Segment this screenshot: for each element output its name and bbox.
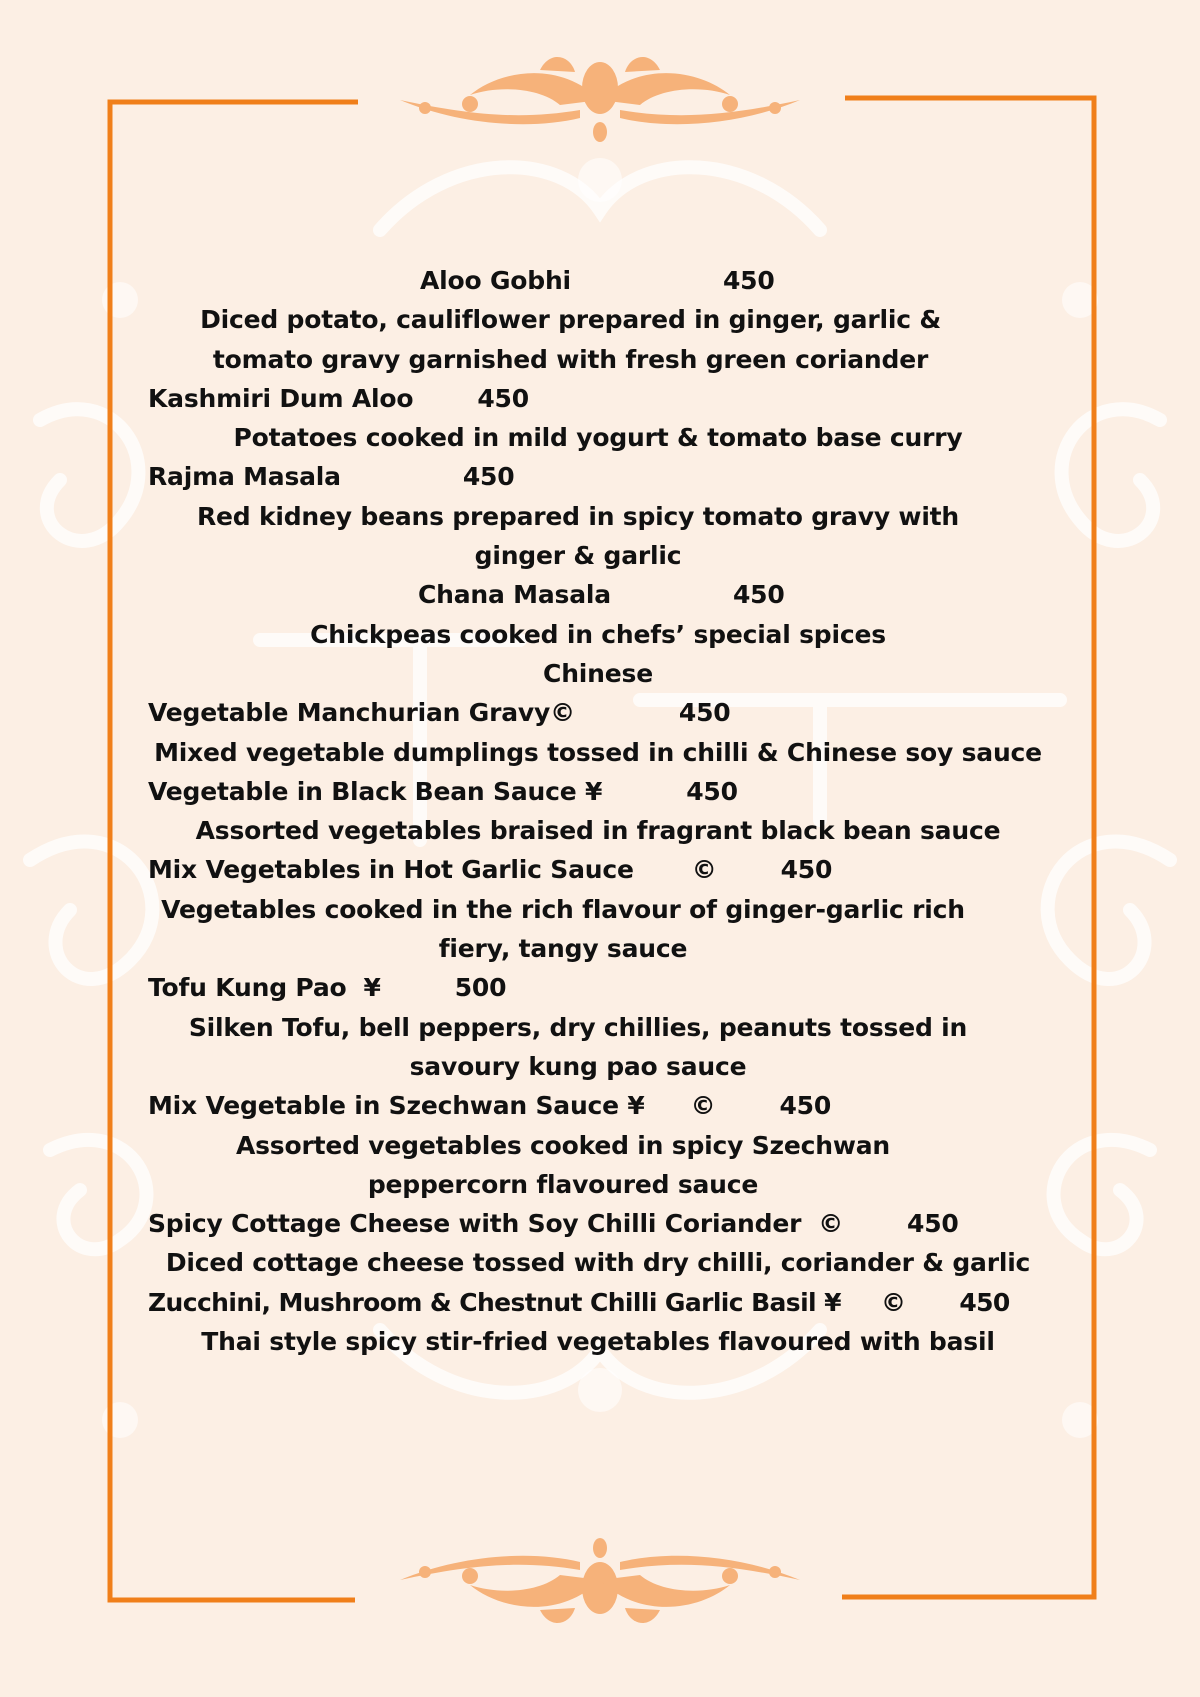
item-mark: © <box>690 1091 716 1121</box>
item-description: Potatoes cooked in mild yogurt & tomato base curry <box>233 423 963 453</box>
menu-item-aloo-gobhi <box>148 261 1048 300</box>
menu-item-veg-manchurian <box>148 693 1048 732</box>
menu-item-tofu-kung-pao <box>148 968 1048 1007</box>
menu-item-spicy-cottage-cheese <box>148 1204 1048 1243</box>
item-name: Zucchini, Mushroom & Chestnut Chilli Garlic Basil ¥ <box>148 1287 841 1317</box>
item-description: Thai style spicy stir-fried vegetables flavoured with basil <box>201 1327 995 1357</box>
item-mark: © <box>880 1287 906 1317</box>
menu-item-mix-veg-szechwan <box>148 1086 1048 1125</box>
item-price: 450 <box>678 698 731 728</box>
item-mark: © <box>691 855 717 885</box>
item-name: Kashmiri Dum Aloo <box>148 383 414 413</box>
item-name: Mix Vegetable in Szechwan Sauce ¥ <box>148 1091 645 1121</box>
item-name: Vegetable Manchurian Gravy© <box>148 698 575 728</box>
item-name: Spicy Cottage Cheese with Soy Chilli Coriander © <box>148 1209 844 1239</box>
item-name: Rajma Masala <box>148 462 341 492</box>
menu-item-mix-veg-hot-garlic <box>148 850 1048 889</box>
item-name: Mix Vegetables in Hot Garlic Sauce <box>148 855 634 885</box>
item-name: Chana Masala <box>418 580 611 610</box>
item-description: Red kidney beans prepared in spicy tomato gravy with ginger & garlic <box>196 501 960 571</box>
item-description: Silken Tofu, bell peppers, dry chillies, peanuts tossed in savoury kung pao sauce <box>188 1012 968 1081</box>
scroll-ornament-icon <box>400 1538 800 1623</box>
item-price: 450 <box>907 1209 959 1239</box>
menu-item-zucchini-mushroom <box>148 1283 1048 1322</box>
item-description: Vegetables cooked in the rich flavour of ginger-garlic rich fiery, tangy sauce <box>161 894 965 964</box>
item-description: Assorted vegetables braised in fragrant black bean sauce <box>195 816 1001 846</box>
item-name: Vegetable in Black Bean Sauce ¥ <box>148 776 603 806</box>
item-price: 450 <box>477 383 529 413</box>
menu-list <box>148 261 1048 1361</box>
menu-item-rajma-masala <box>148 457 1048 496</box>
item-description: Diced cottage cheese tossed with dry chilli, coriander & garlic <box>165 1248 1031 1278</box>
scroll-ornament-icon <box>400 57 800 142</box>
item-price: 500 <box>454 973 507 1003</box>
item-name: Tofu Kung Pao ¥ <box>148 973 381 1003</box>
item-price: 450 <box>779 1091 832 1121</box>
item-price: 450 <box>732 580 785 610</box>
item-price: 450 <box>722 266 775 295</box>
item-description: Assorted vegetables cooked in spicy Szechwan peppercorn flavoured sauce <box>235 1130 891 1199</box>
item-price: 450 <box>686 776 738 806</box>
item-price: 450 <box>959 1287 1010 1317</box>
menu-item-veg-black-bean <box>148 772 1048 811</box>
item-price: 450 <box>780 855 833 885</box>
item-price: 450 <box>462 462 515 492</box>
menu-item-kashmiri-dum-aloo <box>148 379 1048 418</box>
item-description: Diced potato, cauliflower prepared in ginger, garlic & tomato gravy garnished with fresh green coriander <box>200 305 941 374</box>
item-name: Aloo Gobhi <box>420 266 571 295</box>
item-description: Mixed vegetable dumplings tossed in chilli & Chinese soy sauce <box>154 737 1042 767</box>
menu-item-chana-masala <box>148 575 1048 614</box>
section-heading-chinese: Chinese <box>543 658 653 688</box>
item-description: Chickpeas cooked in chefs’ special spices <box>310 619 886 649</box>
